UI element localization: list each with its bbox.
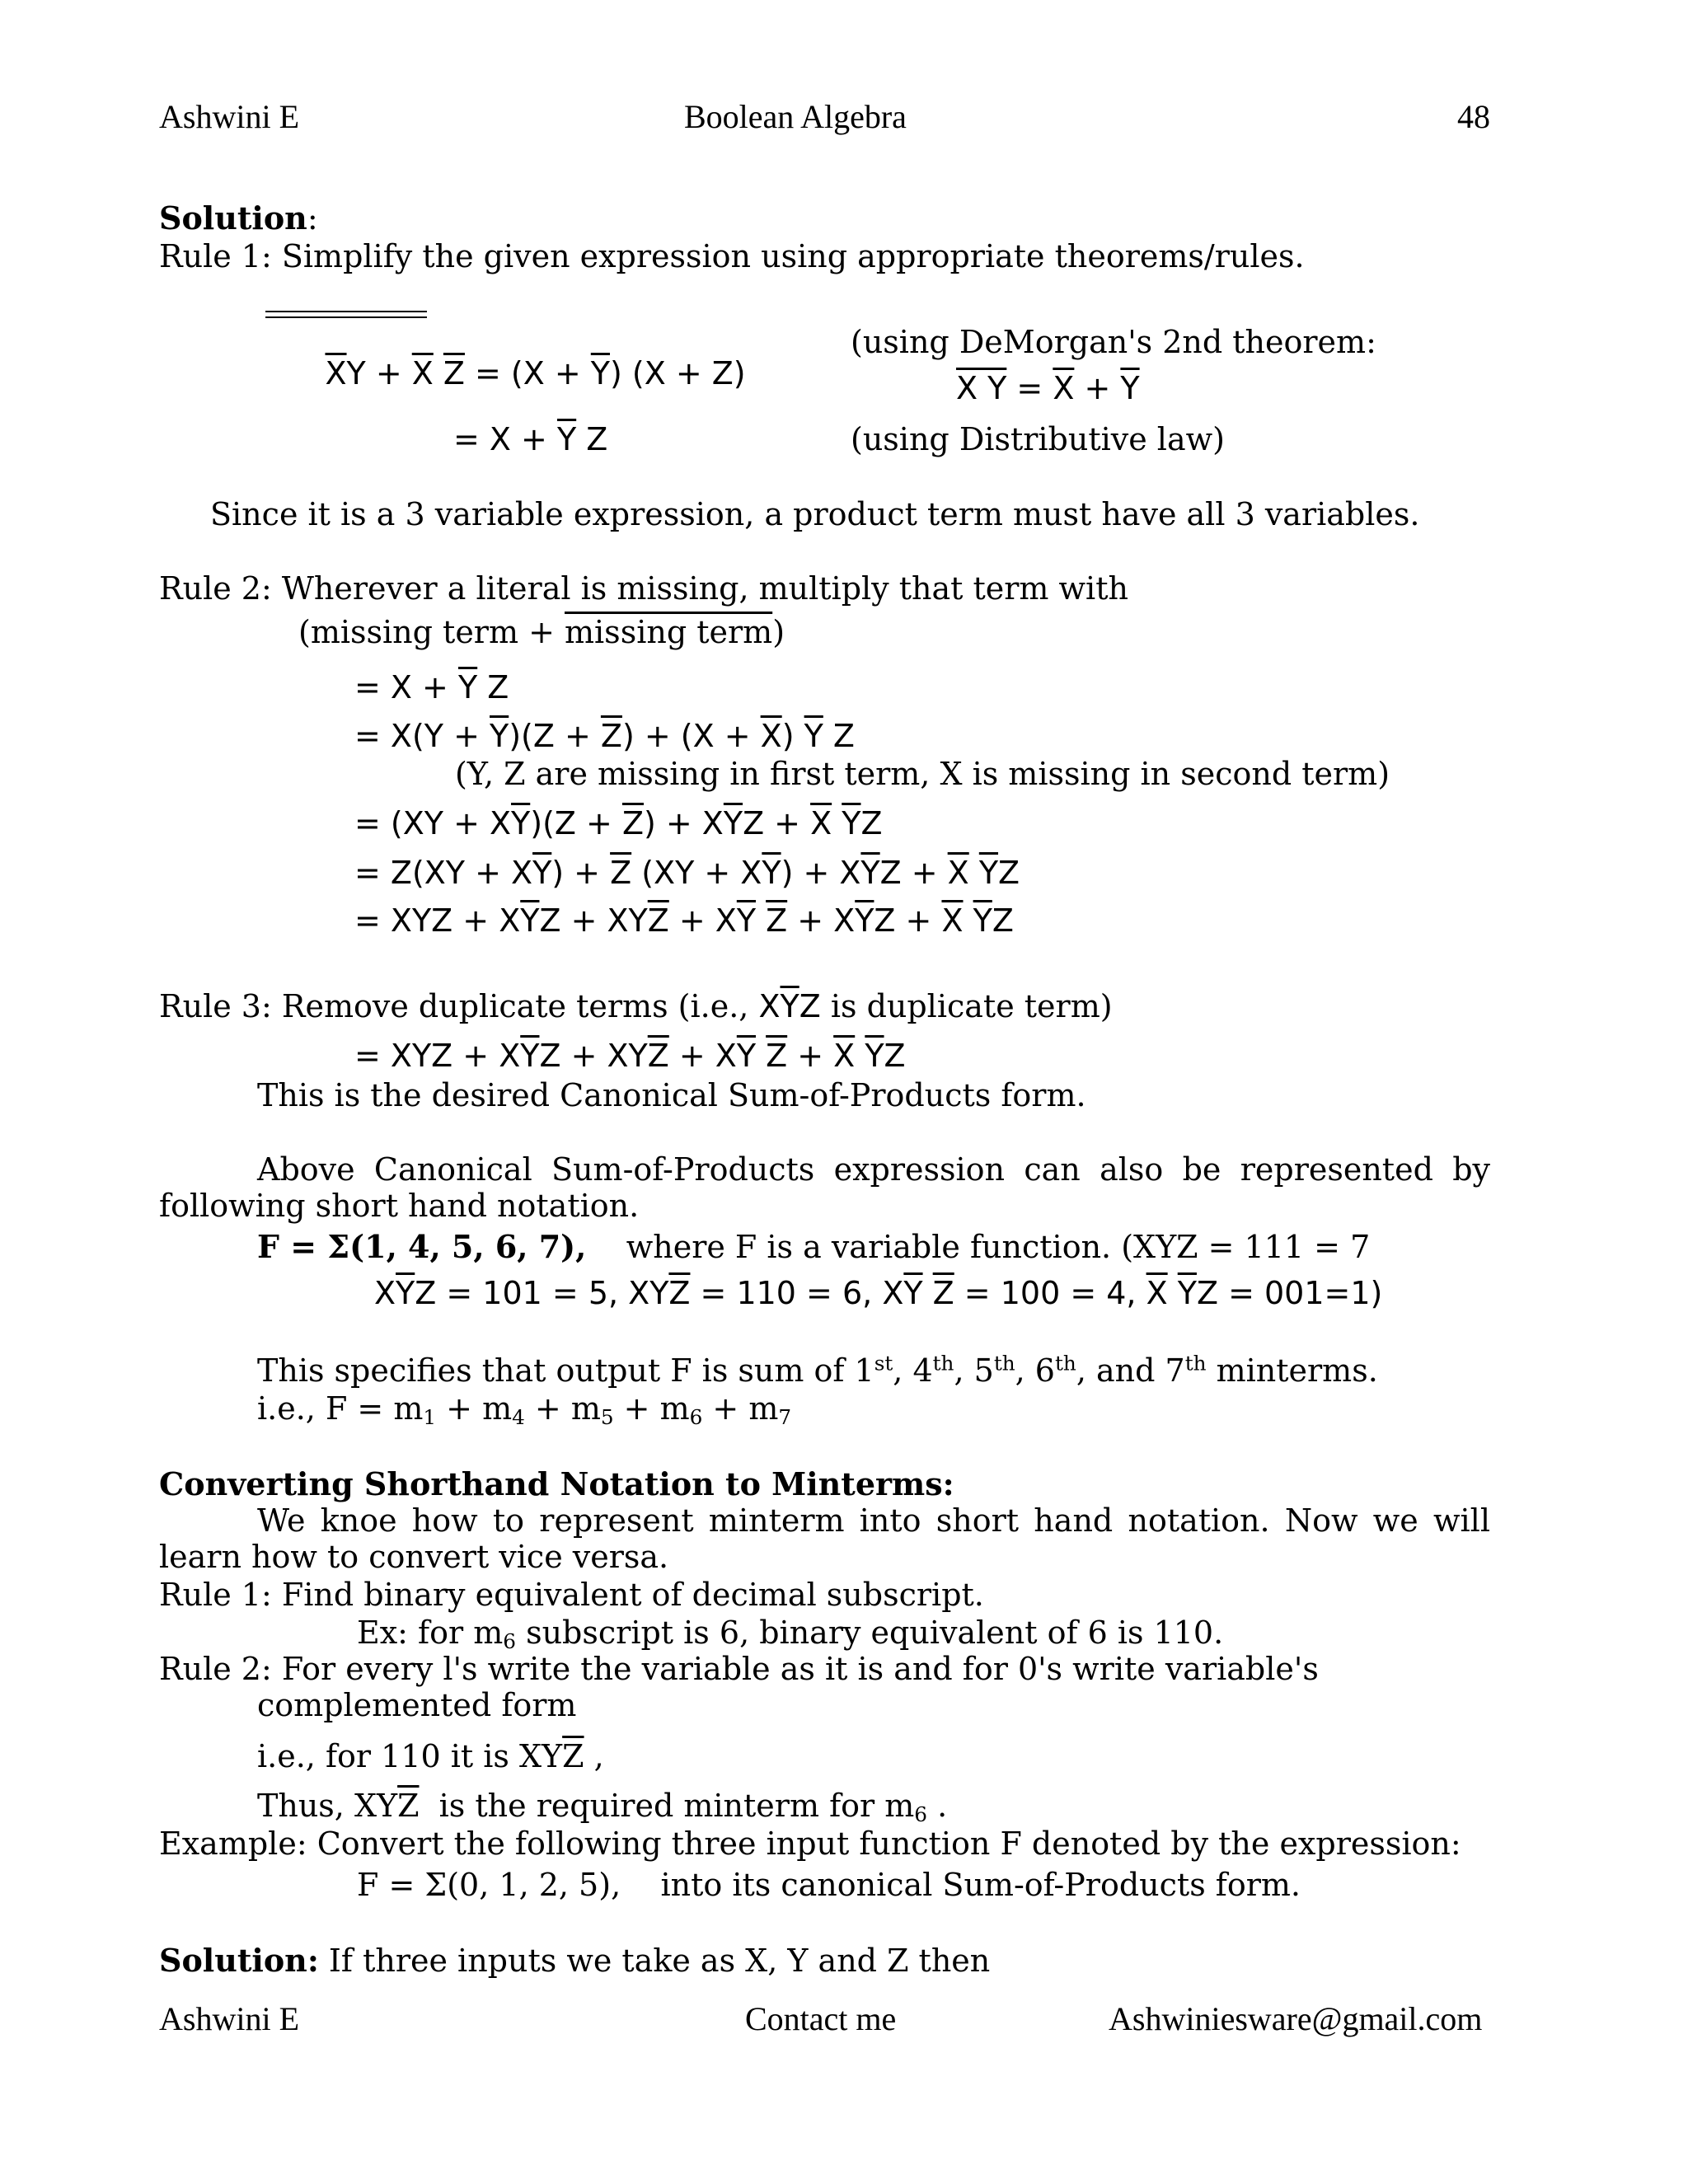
specifies-text: This specifies that output F is sum of 1st, 4th, 5th, 6th, and 7th minterms. [257,1351,1378,1389]
converting-thus: Thus, $XY\overline{Z}$ is the required minterm for $m_6$ . [257,1788,948,1827]
header-author: Ashwini E [159,98,299,135]
converting-example: Ex: for $m_6$ subscript is 6, binary equivalent of 6 is 110. [357,1615,1224,1654]
example-line2: F = Σ(0, 1, 2, 5), into its canonical Sum-of-Products form. [357,1867,1301,1903]
sigma-notation: F = Σ(1, 4, 5, 6, 7), where F is a variable function. (XYZ = 111 = 7 [257,1228,1371,1265]
rule3-result: = XYZ + $X\overline{Y}Z + XY\overline{Z} + X\overline{Y}$ $\overline{Z} + \overline{X}$ $\overline{Y}Z$ [354,1038,906,1074]
equation-distributive: = $X + \overline{Y}$ Z [453,421,608,457]
footer-author: Ashwini E [159,2000,299,2037]
expansion-step2: = $X(Y + \overline{Y})(Z + \overline{Z}) + (X + \overline{X})$ $\overline{Y}$ Z [354,718,855,754]
rule1-text: Rule 1: Simplify the given expression using appropriate theorems/rules. [159,238,1305,274]
converting-rule2-line1: Rule 2: For every l's write the variable as it is and for 0's write variable's [159,1651,1319,1687]
sum-of-minterms: i.e., $F = m_1 + m_4 + m_5 + m_6 + m_7$ [257,1390,792,1430]
expansion-step5: = XYZ + $X\overline{Y}Z + XY\overline{Z} + X\overline{Y}$ $\overline{Z} + X\overline{Y}Z + \overline{X}$ $\overline{Y}Z$ [354,902,1014,939]
double-overbar-line2 [265,316,427,318]
expansion-step3: = $(XY + X\overline{Y})(Z + \overline{Z}) + X\overline{Y}Z + \overline{X}$ $\overline{Y}Z$ [354,805,883,841]
footer-contact: Contact me [745,2000,897,2037]
rule2-missing-term: (missing term + missing term) [298,614,785,650]
shorthand-paragraph-line1: Above Canonical Sum-of-Products expression can also be represented by [257,1151,1490,1188]
shorthand-paragraph-line2: following short hand notation. [159,1188,640,1224]
rule3-text: Rule 3: Remove duplicate terms (i.e., $X\overline{Y}Z$ is duplicate term) [159,988,1113,1024]
missing-terms-note: (Y, Z are missing in first term, X is missing in second term) [455,756,1390,792]
demorgan-identity: X $Y = \overline{X} + \overline{Y}$ [956,370,1140,406]
converting-ie: i.e., for 110 it is $XY\overline{Z}$ , [257,1738,604,1774]
rule2-text: Rule 2: Wherever a literal is missing, multiply that term with [159,570,1128,607]
solution-heading: Solution: [159,199,318,237]
converting-paragraph-line2: learn how to convert vice versa. [159,1539,669,1575]
converting-paragraph-line1: We knoe how to represent minterm into short hand notation. Now we will [257,1502,1490,1539]
equation-note-distributive: (using Distributive law) [851,421,1225,457]
three-variable-note: Since it is a 3 variable expression, a product term must have all 3 variables. [210,496,1420,532]
converting-heading: Converting Shorthand Notation to Minterms: [159,1465,954,1502]
converting-rule1: Rule 1: Find binary equivalent of decimal subscript. [159,1577,984,1613]
equation-note-demorgan: (using DeMorgan's 2nd theorem: [851,324,1376,360]
desired-form-text: This is the desired Canonical Sum-of-Products form. [257,1077,1086,1113]
minterm-values: $X\overline{Y}Z = 101 = 5$, $XY\overline{Z} = 110 = 6$, $X\overline{Y}$ $\overline{Z} = 100 = 4$, $\overline{X}$ $\overline{Y}Z = 001=1$) [374,1275,1383,1311]
example-line1: Example: Convert the following three input function F denoted by the expression: [159,1825,1461,1862]
footer-email: Ashwiniesware@gmail.com [1109,2000,1483,2037]
expansion-step1: = $X + \overline{Y}$ Z [354,669,509,705]
expansion-step4: = $Z(XY + X\overline{Y}) + \overline{Z}$ $(XY + X\overline{Y}) + X\overline{Y}Z + \overline{X}$ $\overline{Y}Z$ [354,855,1020,891]
solution2-line: Solution: If three inputs we take as X, Y and Z then [159,1942,991,1979]
page-number: 48 [1457,98,1490,135]
header-title: Boolean Algebra [684,98,907,135]
double-overbar-line1 [265,311,427,312]
converting-rule2-line2: complemented form [257,1687,577,1723]
equation-demorgan: $\overline{X}Y + \overline{X}$ $\overline{Z} = (X + \overline{Y}) (X + Z)$ [325,355,746,391]
